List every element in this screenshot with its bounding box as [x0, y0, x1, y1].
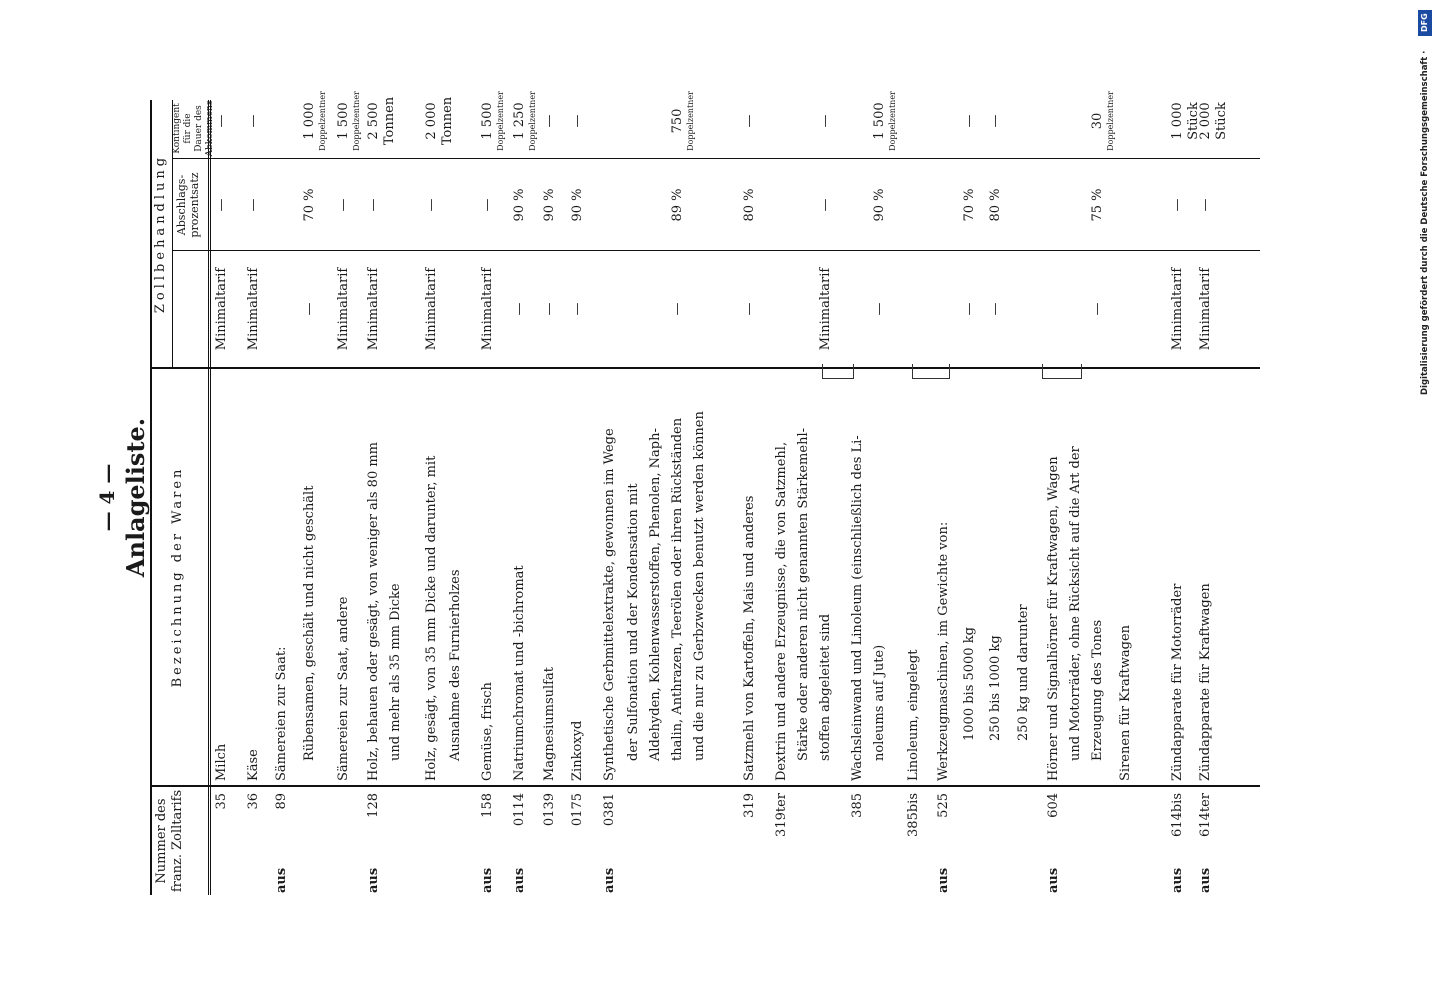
aus-marker: aus: [936, 867, 951, 893]
goods-description: der Sulfonation und der Kondensation mit: [626, 483, 641, 761]
goods-description: Sämereien zur Saat:: [274, 646, 289, 781]
abschlag-cell: —: [214, 198, 229, 212]
goods-description: Magnesiumsulfat: [542, 667, 557, 781]
tarif-cell: Minimaltarif: [246, 267, 261, 351]
goods-description: Sämereien zur Saat, andere: [336, 596, 351, 781]
abschlag-cell: —: [1170, 198, 1185, 212]
kontingent-cell: [818, 85, 834, 157]
kontingent-cell: [742, 85, 758, 157]
kontingent-unit: Doppelzentner: [352, 91, 361, 151]
tariff-number: 385: [850, 793, 865, 818]
kontingent-unit: Doppelzentner: [318, 91, 327, 151]
dfg-stamp: [1418, 10, 1434, 395]
kontingent-cell: [366, 85, 398, 157]
column-rule-1: [150, 785, 1260, 787]
kontingent-unit: Doppelzentner: [496, 91, 505, 151]
abschlag-cell: —: [1198, 198, 1213, 212]
goods-description: Werkzeugmaschinen, im Gewichte von:: [936, 521, 951, 781]
tariff-number: 158: [480, 793, 495, 818]
tariff-number: 319: [742, 793, 757, 818]
goods-description: Rübensamen, geschält und nicht geschält: [302, 485, 317, 761]
kontingent-cell: [570, 85, 586, 157]
abschlag-cell: 90 %: [542, 188, 557, 222]
tariff-number: 525: [936, 793, 951, 818]
tarif-cell: Minimaltarif: [366, 267, 381, 351]
tarif-cell: —: [962, 302, 977, 316]
goods-description: Wachsleinwand und Linoleum (einschließlich des Li-: [850, 435, 865, 781]
aus-marker: aus: [1170, 867, 1185, 893]
abschlag-cell: 80 %: [742, 188, 757, 222]
kontingent-value: 30: [1090, 112, 1105, 130]
abschlag-cell: 90 %: [570, 188, 585, 222]
tarif-cell: Minimaltarif: [424, 267, 439, 351]
kontingent-value: —: [246, 114, 261, 128]
goods-description: Ausnahme des Furnierholzes: [448, 569, 463, 761]
tariff-number: 0381: [602, 793, 617, 827]
tarif-cell: —: [988, 302, 1003, 316]
header-nummer: Nummer des franz. Zolltarifs: [154, 789, 185, 893]
kontingent-value: 750: [670, 108, 685, 134]
kontingent-cell: [988, 85, 1004, 157]
kontingent-cell: [480, 85, 505, 157]
goods-description: Linoleum, eingelegt: [906, 649, 921, 781]
goods-description: Gemüse, frisch: [480, 682, 495, 781]
abschlag-cell: 70 %: [962, 188, 977, 222]
goods-description: Hörner und Signalhörner für Kraftwagen, Wagen: [1046, 456, 1061, 781]
goods-description: noleums auf Jute): [872, 644, 887, 761]
kontingent-cell: [542, 85, 558, 157]
page-number: — 4 —: [95, 463, 119, 532]
kontingent-cell: [214, 85, 230, 157]
abschlag-cell: —: [336, 198, 351, 212]
tariff-number: 319ter: [774, 793, 789, 837]
header-kontingent: Kontingent für die Dauer des Abkommens: [172, 100, 215, 157]
goods-description: 1000 bis 5000 kg: [962, 627, 977, 741]
aus-marker: aus: [366, 867, 381, 893]
abschlag-cell: 90 %: [872, 188, 887, 222]
brace-604: [1042, 364, 1082, 379]
goods-description: Natriumchromat und -bichromat: [512, 565, 527, 781]
kontingent-value: 1 500: [336, 102, 351, 140]
header-bottom-rule-2: [210, 100, 211, 895]
tarif-cell: —: [670, 302, 685, 316]
kontingent-cell: [1198, 85, 1230, 157]
kontingent-cell: [302, 85, 327, 157]
goods-description: 250 bis 1000 kg: [988, 635, 1003, 741]
tarif-cell: —: [542, 302, 557, 316]
aus-marker: aus: [480, 867, 495, 893]
kontingent-value: —: [742, 114, 757, 128]
tarif-cell: Minimaltarif: [1198, 267, 1213, 351]
header-zollbehandlung: Zollbehandlung: [153, 153, 168, 314]
goods-description: Erzeugung des Tones: [1090, 619, 1105, 761]
aus-marker: aus: [1198, 867, 1213, 893]
aus-marker: aus: [274, 867, 289, 893]
aus-marker: aus: [512, 867, 527, 893]
brace-385: [822, 364, 854, 379]
goods-description: und Motorräder, ohne Rücksicht auf die Art der: [1068, 446, 1083, 761]
goods-description: Milch: [214, 743, 229, 781]
goods-description: thalin, Anthrazen, Teerölen oder ihren Rückständen: [670, 417, 685, 761]
document-page: [95, 91, 1275, 895]
tarif-cell: —: [872, 302, 887, 316]
column-rule-4: [172, 158, 1260, 159]
page-title: Anlageliste.: [121, 417, 150, 578]
header-abschlag: Abschlags-prozentsatz: [175, 172, 201, 238]
goods-description: Käse: [246, 749, 261, 781]
tarif-cell: Minimaltarif: [480, 267, 495, 351]
kontingent-cell: [424, 85, 456, 157]
brace-525: [912, 364, 950, 379]
header-bottom-rule: [208, 100, 209, 895]
goods-description: Zinkoxyd: [570, 720, 585, 781]
kontingent-unit: Doppelzentner: [528, 91, 537, 151]
tariff-number: 614ter: [1198, 793, 1213, 837]
goods-description: Holz, behauen oder gesägt, von weniger als 80 mm: [366, 441, 381, 781]
kontingent-cell: [1090, 85, 1115, 157]
tarif-cell: Minimaltarif: [336, 267, 351, 351]
tariff-number: 128: [366, 793, 381, 818]
tarif-cell: Minimaltarif: [818, 267, 833, 351]
kontingent-cell: [670, 85, 695, 157]
kontingent-value: —: [570, 114, 585, 128]
kontingent-value: 1 000 Stück: [1170, 102, 1201, 140]
abschlag-cell: —: [366, 198, 381, 212]
goods-description: und mehr als 35 mm Dicke: [388, 583, 403, 761]
kontingent-value: —: [214, 114, 229, 128]
goods-description: Stärke oder anderen nicht genannten Stärkemehl-: [796, 428, 811, 761]
tarif-cell: —: [742, 302, 757, 316]
abschlag-cell: —: [818, 198, 833, 212]
tarif-cell: —: [302, 302, 317, 316]
kontingent-value: 2 000 Stück: [1198, 102, 1229, 140]
abschlag-cell: —: [480, 198, 495, 212]
tariff-number: 0175: [570, 793, 585, 827]
column-rule-3: [172, 250, 1260, 251]
goods-description: und die nur zu Gerbzwecken benutzt werden können: [692, 411, 707, 761]
goods-description: Zündapparate für Kraftwagen: [1198, 583, 1213, 781]
goods-description: Synthetische Gerbmittelextrakte, gewonnen im Wege: [602, 428, 617, 781]
tarif-cell: —: [570, 302, 585, 316]
tarif-cell: —: [1090, 302, 1105, 316]
kontingent-value: —: [542, 114, 557, 128]
goods-description: Holz, gesägt, von 35 mm Dicke und darunter, mit: [424, 455, 439, 781]
goods-description: stoffen abgeleitet sind: [818, 613, 833, 761]
goods-description: Satzmehl von Kartoffeln, Mais und anderes: [742, 495, 757, 781]
aus-marker: aus: [602, 867, 617, 893]
goods-description: Aldehyden, Kohlenwasserstoffen, Phenolen, Naph-: [648, 428, 663, 761]
abschlag-cell: 90 %: [512, 188, 527, 222]
goods-description: Sirenen für Kraftwagen: [1118, 624, 1133, 781]
abschlag-cell: 70 %: [302, 188, 317, 222]
dfg-logo: DFG: [1418, 10, 1432, 36]
tarif-cell: —: [512, 302, 527, 316]
goods-table: [150, 91, 1260, 895]
tariff-number: 36: [246, 793, 261, 810]
abschlag-cell: —: [424, 198, 439, 212]
abschlag-cell: 75 %: [1090, 188, 1105, 222]
tariff-number: 0114: [512, 793, 527, 827]
dfg-funding-note: Digitalisierung gefördert durch die Deutsche Forschungsgemeinschaft ·: [1420, 50, 1430, 395]
table-top-rule: [150, 100, 152, 895]
header-bezeichnung: Bezeichnung der Waren: [170, 466, 185, 688]
tarif-cell: Minimaltarif: [1170, 267, 1185, 351]
kontingent-unit: Doppelzentner: [888, 91, 897, 151]
tariff-number: 614bis: [1170, 793, 1185, 837]
kontingent-value: —: [962, 114, 977, 128]
kontingent-cell: [336, 85, 361, 157]
kontingent-unit: Doppelzentner: [686, 91, 695, 151]
goods-description: 250 kg und darunter: [1016, 604, 1031, 741]
kontingent-value: 2 000 Tonnen: [424, 96, 455, 146]
aus-marker: aus: [1046, 867, 1061, 893]
tariff-number: 35: [214, 793, 229, 810]
kontingent-value: —: [818, 114, 833, 128]
tariff-number: 89: [274, 793, 289, 810]
kontingent-value: 2 500 Tonnen: [366, 96, 397, 146]
tarif-cell: Minimaltarif: [214, 267, 229, 351]
tariff-number: 385bis: [906, 793, 921, 837]
goods-description: Zündapparate für Motorräder: [1170, 583, 1185, 781]
tariff-number: 604: [1046, 793, 1061, 818]
abschlag-cell: 89 %: [670, 188, 685, 222]
kontingent-cell: [872, 85, 897, 157]
abschlag-cell: —: [246, 198, 261, 212]
kontingent-value: 1 500: [480, 102, 495, 140]
kontingent-cell: [246, 85, 262, 157]
goods-description: Dextrin und andere Erzeugnisse, die von Satzmehl,: [774, 441, 789, 781]
abschlag-cell: 80 %: [988, 188, 1003, 222]
kontingent-value: —: [988, 114, 1003, 128]
kontingent-cell: [512, 85, 537, 157]
tariff-number: 0139: [542, 793, 557, 827]
kontingent-unit: Doppelzentner: [1106, 91, 1115, 151]
kontingent-cell: [962, 85, 978, 157]
kontingent-value: 1 500: [872, 102, 887, 140]
kontingent-value: 1 250: [512, 102, 527, 140]
kontingent-value: 1 000: [302, 102, 317, 140]
